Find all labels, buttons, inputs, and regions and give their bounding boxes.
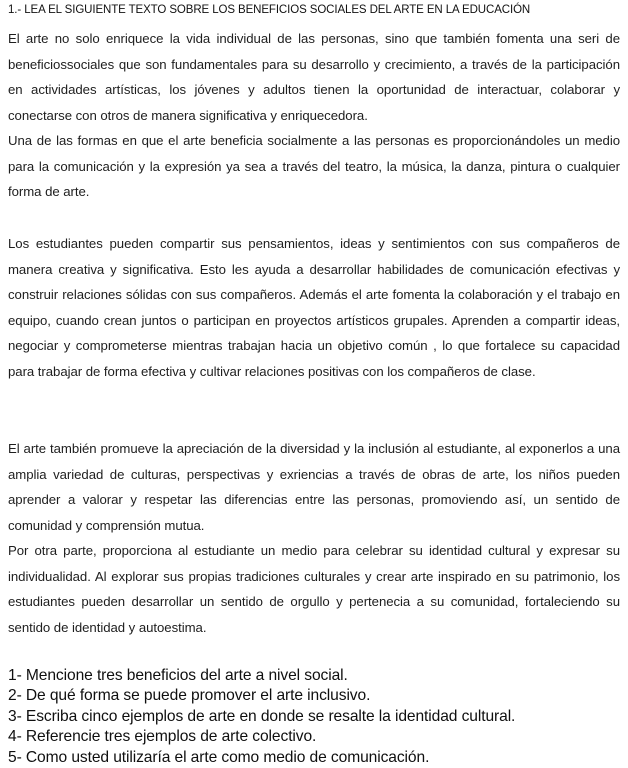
document-heading: 1.- LEA EL SIGUIENTE TEXTO SOBRE LOS BENEFICIOS SOCIALES DEL ARTE EN LA EDUCACIÓN [8, 4, 531, 16]
question-1: 1- Mencione tres beneficios del arte a nivel social. [8, 667, 348, 684]
question-4: 4- Referencie tres ejemplos de arte colectivo. [8, 728, 317, 745]
question-5: 5- Como usted utilizaría el arte como medio de comunicación. [8, 749, 430, 766]
question-3: 3- Escriba cinco ejemplos de arte en donde se resalte la identidad cultural. [8, 708, 516, 725]
paragraph-4: El arte también promueve la apreciación de la diversidad y la inclusión al estudiante, al exponerlos a una amplia variedad de culturas, perspectivas y exriencias a través de obras de arte, los niños pueden aprender a valorar y respetar las diferencias entre las personas, promoviendo así, un sentido de comunidad y comprensión mutua. [8, 441, 620, 533]
paragraph-3: Los estudiantes pueden compartir sus pensamientos, ideas y sentimientos con sus compañeros de manera creativa y significativa. Esto les ayuda a desarrollar habilidades de comunicación efectivas y construir relaciones sólidas con sus compañeros. Además el arte fomenta la colaboración y el trabajo en equipo, cuando crean juntos o participan en proyectos artísticos grupales. Aprenden a compartir ideas, negociar y comprometerse mientras trabajan hacia un objetivo común , lo que fortalece su capacidad para trabajar de forma efectiva y cultivar relaciones positivas con los compañeros de clase. [8, 236, 620, 379]
paragraph-1: El arte no solo enriquece la vida individual de las personas, sino que también fomenta una seri de beneficiossociales que son fundamentales para su desarrollo y crecimiento, a través de la participación en actividades artísticas, los jóvenes y adultos tienen la oportunidad de interactuar, colaborar y conectarse con otros de manera significativa y enriquecedora. [8, 31, 620, 123]
paragraph-5: Por otra parte, proporciona al estudiante un medio para celebrar su identidad cultural y expresar su individualidad. Al explorar sus propias tradiciones culturales y crear arte inspirado en su patrimonio, los estudiantes pueden desarrollar un sentido de orgullo y pertenecia a su comunidad, fortaleciendo su sentido de identidad y autoestima. [8, 543, 620, 635]
paragraph-2: Una de las formas en que el arte beneficia socialmente a las personas es proporcionándoles un medio para la comunicación y la expresión ya sea a través del teatro, la música, la danza, pintura o cualquier forma de arte. [8, 133, 620, 200]
question-2: 2- De qué forma se puede promover el arte inclusivo. [8, 687, 371, 704]
